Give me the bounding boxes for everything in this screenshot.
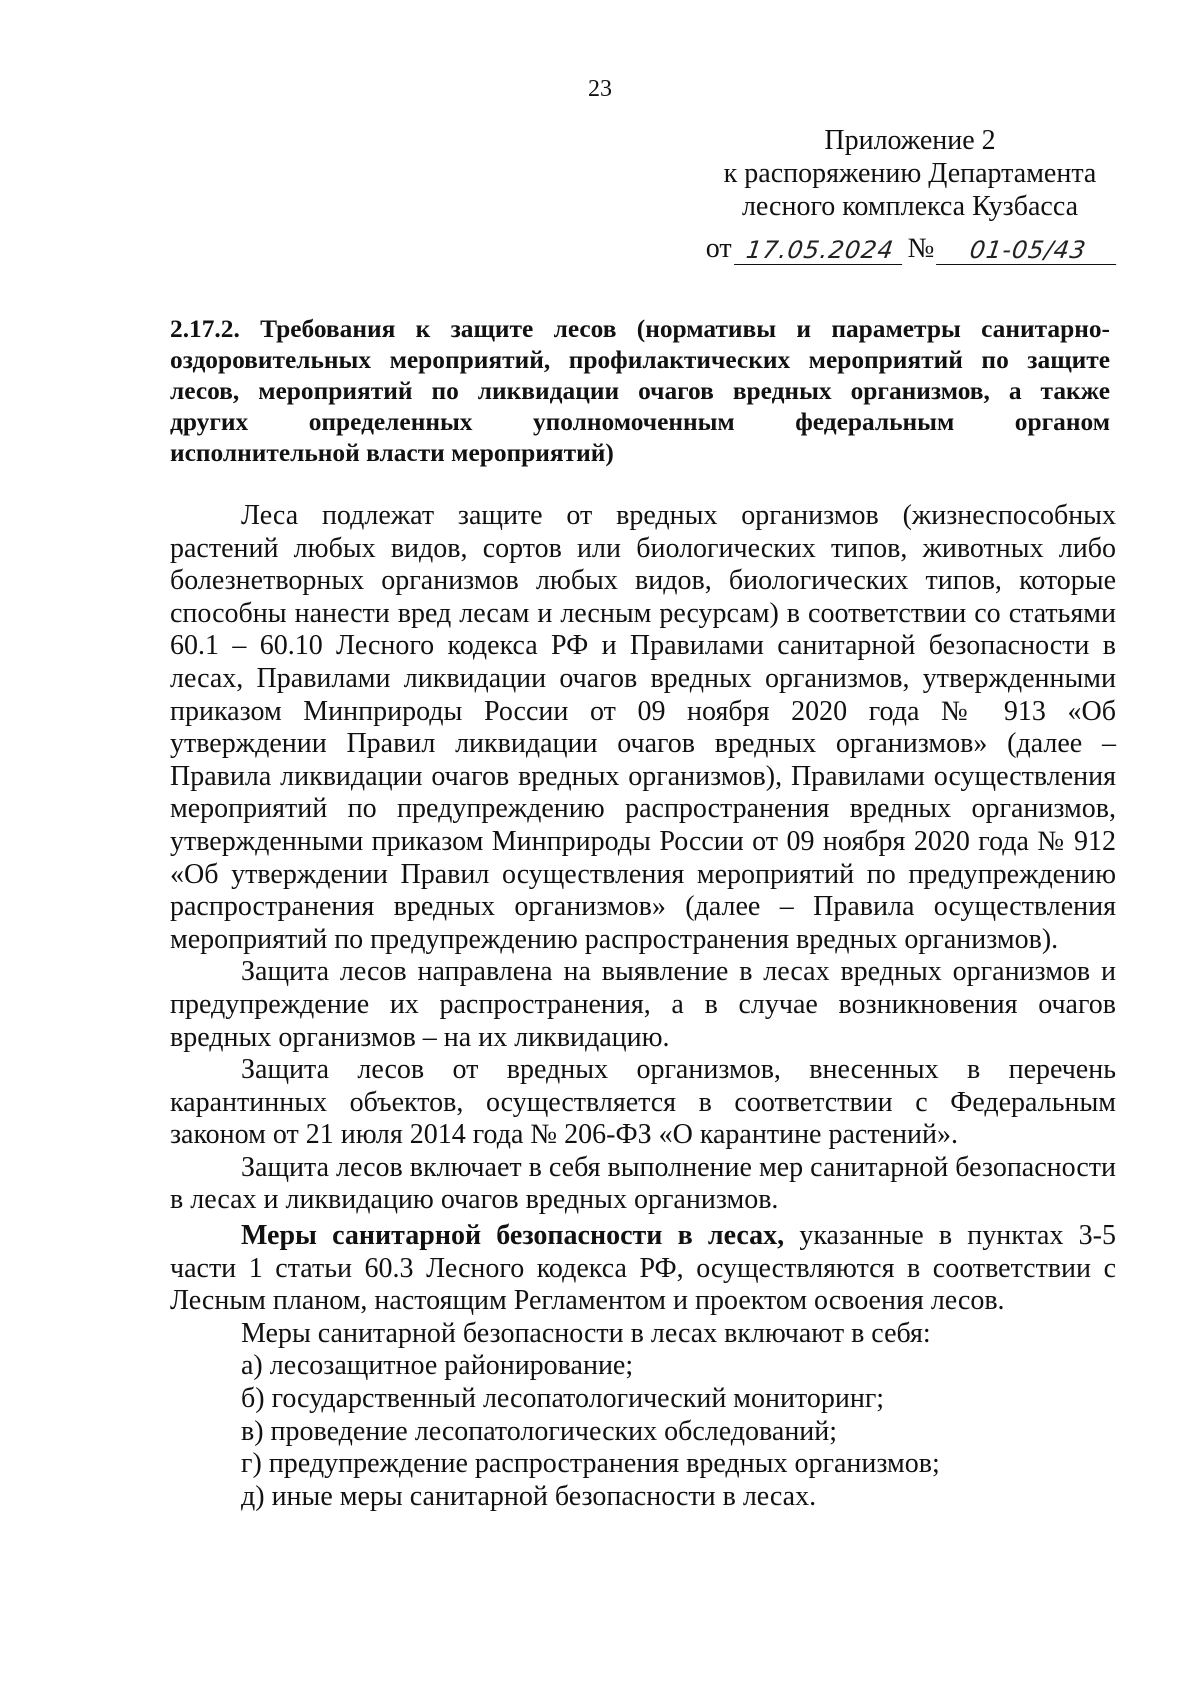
attachment-block <box>700 124 1120 265</box>
heading-line: оздоровительных мероприятий, профилактических мероприятий по защите <box>170 346 1110 374</box>
paragraph-bold-lead: Меры санитарной безопасности в лесах, <box>241 1220 785 1252</box>
heading-line: других определенных уполномоченным федеральным органом <box>170 408 1110 436</box>
date-prefix: от <box>705 233 732 264</box>
list-item: д) иные меры санитарной безопасности в лесах. <box>241 1480 817 1512</box>
attachment-order-line: к распоряжению Департамента <box>723 158 1097 189</box>
attachment-date-number-line <box>700 223 1120 265</box>
list-item: в) проведение лесопатологических обследований; <box>241 1415 838 1447</box>
list-item: а) лесозащитное районирование; <box>241 1350 634 1382</box>
paragraph-protection-aim: Защита лесов направлена на выявление в лесах вредных организмов и предупреждение их распространения, а в случае возникновения очагов вредных организмов – на их ликвидацию. <box>170 956 1116 1053</box>
paragraph-measures-include: Меры санитарной безопасности в лесах включают в себя: <box>241 1317 931 1349</box>
paragraph-forest-protection: Леса подлежат защите от вредных организмов (жизнеспособных растений любых видов, сортов или биологических типов, животных либо болезнетворных организмов любых видов, биологических типов, которые способны нанести вред лесам и лесным ресурсам) в соответствии со статьями 60.1 – 60.10 Лесного кодекса РФ и Правилами санитарной безопасности в лесах, Правилами ликвидации очагов вредных организмов, утвержденными приказом Минприроды России от 09 ноября 2020 года № 913 «Об утверждении Правил ликвидации очагов вредных организмов» (далее – Правила ликвидации очагов вредных организмов), Правилами осуществления мероприятий по предупреждению распространения вредных организмов, утвержденными приказом Минприроды России от 09 ноября 2020 года № 912 «Об утверждении Правил осуществления мероприятий по предупреждению распространения вредных организмов» (далее – Правила осуществления мероприятий по предупреждению распространения вредных организмов). <box>170 500 1116 955</box>
measures-list <box>170 1350 1116 1513</box>
handwritten-number: 01-05/43 <box>936 237 1120 265</box>
list-item: г) предупреждение распространения вредных организмов; <box>241 1448 940 1480</box>
paragraph-protection-includes: Защита лесов включает в себя выполнение мер санитарной безопасности в лесах и ликвидацию очагов вредных организмов. <box>170 1151 1116 1216</box>
attachment-title: Приложение 2 <box>824 125 996 156</box>
page-number: 23 <box>588 76 612 102</box>
list-item: б) государственный лесопатологический мониторинг; <box>241 1383 885 1415</box>
paragraph-sanitary-measures <box>170 1220 1116 1318</box>
paragraph-rest: указанные в пунктах 3-5 части 1 статьи 60.3 Лесного кодекса РФ, осуществляются в соответствии с Лесным планом, настоящим Регламентом и проектом освоения лесов. <box>170 1220 1116 1317</box>
heading-line: исполнительной власти мероприятий) <box>170 439 614 467</box>
body-text <box>170 500 1116 1513</box>
heading-line: лесов, мероприятий по ликвидации очагов вредных организмов, а также <box>170 377 1110 405</box>
attachment-department-line: лесного комплекса Кузбасса <box>741 191 1079 222</box>
handwritten-date: 17.05.2024 <box>734 237 906 265</box>
paragraph-quarantine: Защита лесов от вредных организмов, внесенных в перечень карантинных объектов, осуществляется в соответствии с Федеральным законом от 21 июля 2014 года № 206-ФЗ «О карантине растений». <box>170 1054 1116 1151</box>
section-heading <box>170 314 1110 469</box>
heading-line: 2.17.2. Требования к защите лесов (нормативы и параметры санитарно- <box>170 315 1110 343</box>
number-prefix: № <box>907 233 935 264</box>
